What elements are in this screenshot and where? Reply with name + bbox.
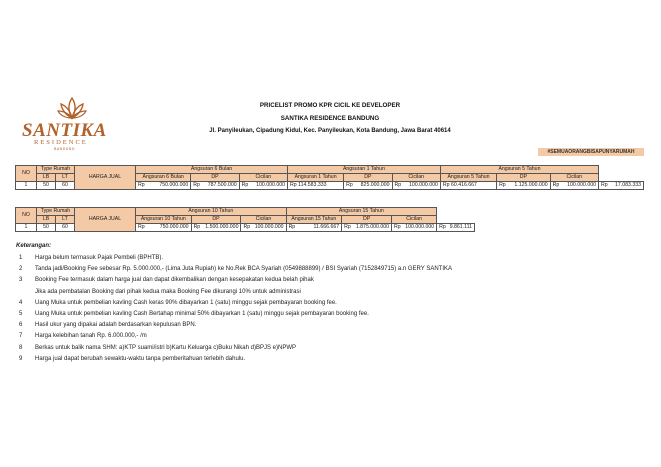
note-text: Harga jual dapat berubah sewaktu-waktu tanpa pemberitahuan terlebih dahulu. xyxy=(35,355,246,362)
group-10-tahun: Angsuran 10 Tahun xyxy=(136,208,287,216)
col-g1c: Cicilan xyxy=(241,216,286,224)
col-g2b: DP xyxy=(342,216,392,224)
cell-g2c: Rp 60.416.667 xyxy=(440,182,496,190)
list-item xyxy=(16,354,246,365)
note-text: Berkas untuk balik nama SHM: a)KTP suami/istri b)Kartu Keluarga c)Buku Nikah d)BPJS e)NPWP xyxy=(35,344,296,351)
notes-section xyxy=(16,243,453,365)
currency-label: Rp xyxy=(193,182,200,188)
cell-g3a xyxy=(497,182,551,190)
note-text: Hasil ukur yang dipakai adalah berdasarkan kepulusan BPN. xyxy=(35,322,197,329)
col-lt: LT xyxy=(56,216,75,224)
col-g2c: Cicilan xyxy=(392,174,440,182)
cell-g1c xyxy=(286,224,342,232)
list-item xyxy=(16,264,453,275)
col-g2a: Angsuran 15 Tahun xyxy=(286,216,342,224)
col-g2a: Angsuran 1 Tahun xyxy=(288,174,344,182)
note-text: Booking Fee termasuk dalam harga jual dan dapat dikembalikan dengan kesepakatan kedua belah pihak xyxy=(35,277,314,284)
currency-label: Rp xyxy=(499,182,506,188)
col-g2c: Cicilan xyxy=(392,216,437,224)
col-g1b: DP xyxy=(191,216,241,224)
page-subtitle: SANTIKA RESIDENCE BANDUNG xyxy=(280,115,380,122)
note-number: 1 xyxy=(19,255,23,261)
cell-value: 11.666.667 xyxy=(313,224,340,230)
currency-label: Rp xyxy=(600,182,608,188)
page-title: PRICELIST PROMO KPR CICIL KE DEVELOPER xyxy=(259,102,401,109)
cell-value: 100.000.000 xyxy=(405,224,435,230)
currency-label: Rp xyxy=(439,224,446,230)
logo-city: BANDUNG xyxy=(54,147,76,151)
cell-lb: 50 xyxy=(37,224,56,232)
col-g2b: DP xyxy=(344,174,392,182)
note-text: Harga belum termasuk Pajak Pembeli (BPHTB). xyxy=(35,255,164,261)
col-harga: HARGA JUAL xyxy=(75,208,136,232)
currency-label: Rp xyxy=(241,182,249,188)
col-g1a: Angsuran 6 Bulan xyxy=(136,174,191,182)
cell-g1c: Rp 114.583.333 xyxy=(288,182,344,190)
col-type: Type Rumah xyxy=(37,208,75,216)
col-lt: LT xyxy=(56,174,75,182)
cell-value: 100.000.000 xyxy=(254,224,284,230)
cell-value: 1.875.000.000 xyxy=(355,224,390,230)
cell-lb: 50 xyxy=(37,182,56,190)
note-text: Jika ada pembatalan Booking dari pihak kedua maka Booking Fee dikurangi 10% untuk administrasi xyxy=(35,288,301,295)
col-g1b: DP xyxy=(191,174,239,182)
lotus-icon xyxy=(57,96,87,122)
list-item xyxy=(16,343,296,354)
cell-no: 1 xyxy=(16,224,37,232)
group-6-bulan: Angsuran 6 Bulan xyxy=(136,166,288,174)
logo-wordmark: SANTIKA xyxy=(22,120,107,141)
list-item xyxy=(16,275,314,286)
note-text: Harga kelebihan tanah Rp. 6.000.000,- /m xyxy=(35,333,147,340)
col-no: NO xyxy=(16,166,37,182)
currency-label: Rp xyxy=(193,224,201,230)
cell-g1b xyxy=(241,224,286,232)
cell-g3b xyxy=(550,182,598,190)
cell-g2a xyxy=(342,224,392,232)
cell-g1b xyxy=(239,182,287,190)
cell-value: 100.000.000 xyxy=(567,182,596,188)
note-text: Uang Muka untuk pembelian kavling Cash Bertahap minimal 50% dibayarkan 1 (satu) minggu sejak pembayaran booking fee. xyxy=(35,310,369,317)
cell-value: 750.000.000 xyxy=(159,182,189,188)
currency-label: Rp xyxy=(552,182,560,188)
cell-g2b xyxy=(392,182,440,190)
col-g3a: Angsuran 5 Tahun xyxy=(440,174,496,182)
note-number: 2 xyxy=(19,266,23,273)
currency-label: Rp xyxy=(288,224,296,230)
cell-g3c xyxy=(598,182,643,190)
col-g3c: Cicilan xyxy=(550,174,598,182)
note-number: 8 xyxy=(19,344,23,351)
cell-g2c xyxy=(437,224,475,232)
cell-harga xyxy=(136,182,191,190)
list-item xyxy=(16,287,301,298)
note-text: Tanda jadi/Booking Fee sebesar Rp. 5.000.000,- (Lima Juta Rupiah) ke No.Rek BCA Syariah (0549888899) / BSI Syariah (7152849715) a.n GERY SANTIKA xyxy=(35,266,453,273)
note-text: Uang Muka untuk pembelian kavling Cash keras 90% dibayarkan 1 (satu) minggu sejak pembayaran booking fee. xyxy=(35,299,337,306)
group-1-tahun: Angsuran 1 Tahun xyxy=(288,166,441,174)
col-g3b: DP xyxy=(497,174,551,182)
col-lb: LB xyxy=(37,216,56,224)
notes-title: Keterangan: xyxy=(16,243,52,249)
currency-label: Rp xyxy=(394,224,401,230)
cell-lt: 60 xyxy=(56,182,75,190)
col-harga: HARGA JUAL xyxy=(75,166,136,190)
cell-g2a xyxy=(344,182,392,190)
cell-harga xyxy=(136,224,192,232)
col-g1a: Angsuran 10 Tahun xyxy=(136,216,192,224)
list-item xyxy=(16,253,164,264)
cell-value: 100.000.000 xyxy=(256,182,285,188)
list-item xyxy=(16,320,197,331)
cell-g1a xyxy=(191,224,241,232)
cell-value: 100.000.000 xyxy=(409,182,438,188)
cell-value: 1.500.000.000 xyxy=(205,224,239,230)
cell-value: 1.125.000.000 xyxy=(514,182,548,188)
hashtag-badge: #SEMUAORANGBISAPUNYARUMAH xyxy=(538,148,644,156)
cell-value: 787.500.000 xyxy=(207,182,237,188)
currency-label: Rp xyxy=(138,182,145,188)
currency-label: Rp xyxy=(243,224,251,230)
col-lb: LB xyxy=(37,174,56,182)
pricelist-table-2 xyxy=(15,207,475,232)
list-item xyxy=(16,331,147,342)
note-number: 5 xyxy=(19,310,23,317)
santika-logo xyxy=(22,94,122,154)
list-item xyxy=(16,298,337,309)
list-item xyxy=(16,309,369,320)
currency-label: Rp xyxy=(138,224,145,230)
cell-value: 17.083.333 xyxy=(615,182,641,188)
note-number: 9 xyxy=(19,355,23,362)
cell-g2b xyxy=(392,224,437,232)
cell-g1a xyxy=(191,182,239,190)
cell-value: 750.000.000 xyxy=(159,224,189,230)
note-number: 4 xyxy=(19,299,23,306)
col-no: NO xyxy=(16,208,37,224)
group-5-tahun: Angsuran 5 Tahun xyxy=(440,166,598,174)
logo-subtitle: RESIDENCE xyxy=(34,139,88,146)
note-number: 7 xyxy=(19,333,23,340)
col-type: Type Rumah xyxy=(37,166,75,174)
cell-value: 825.000.000 xyxy=(360,182,390,188)
currency-label: Rp xyxy=(344,224,351,230)
pricelist-table-1 xyxy=(15,165,644,190)
currency-label: Rp xyxy=(394,182,402,188)
cell-value: 9.861.111 xyxy=(449,224,472,230)
currency-label: Rp xyxy=(346,182,353,188)
note-number: 3 xyxy=(19,277,23,284)
col-g1c: Cicilan xyxy=(239,174,287,182)
group-15-tahun: Angsuran 15 Tahun xyxy=(286,208,437,216)
address: Jl. Panyileukan, Cipadung Kidul, Kec. Panyileukan, Kota Bandung, Jawa Barat 40614 xyxy=(209,128,451,134)
note-number: 6 xyxy=(19,322,23,329)
cell-no: 1 xyxy=(16,182,37,190)
cell-lt: 60 xyxy=(56,224,75,232)
